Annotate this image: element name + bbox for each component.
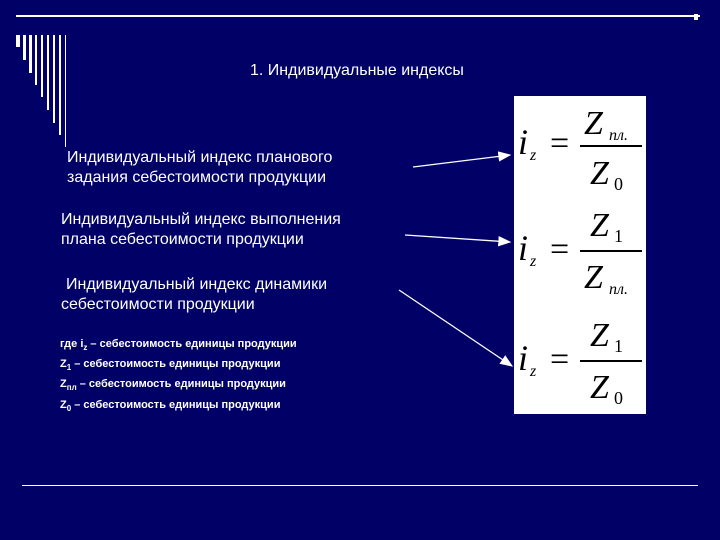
- note-line: $Z_{пл}$ – себестоимость единицы продукции: [60, 378, 286, 393]
- label-dynamics-line2: себестоимости продукции: [61, 296, 255, 313]
- arrow-icon: [405, 235, 510, 242]
- svg-text:Z: Z: [584, 259, 603, 296]
- svg-text:=: =: [550, 231, 570, 268]
- svg-text:=: =: [550, 341, 570, 378]
- svg-text:=: =: [550, 125, 570, 162]
- label-planned-line1: Индивидуальный индекс планового: [67, 149, 333, 166]
- svg-text:Z: Z: [584, 105, 603, 142]
- svg-text:z: z: [530, 363, 537, 380]
- svg-text:1: 1: [614, 336, 623, 356]
- svg-text:i: i: [518, 122, 529, 162]
- bottom-divider: [22, 485, 698, 486]
- svg-text:Z: Z: [590, 317, 609, 354]
- svg-text:z: z: [530, 147, 537, 164]
- label-fulfillment-line1: Индивидуальный индекс выполнения: [61, 211, 341, 228]
- svg-text:0: 0: [614, 174, 623, 194]
- arrow-icon: [413, 155, 510, 167]
- arrow-icon: [399, 290, 512, 366]
- slide-title: 1. Индивидуальные индексы: [250, 62, 464, 79]
- svg-text:z: z: [530, 253, 537, 270]
- note-line: где $i_z$ – себестоимость единицы продукции: [60, 338, 297, 353]
- svg-text:Z: Z: [590, 207, 609, 244]
- svg-text:i: i: [518, 228, 529, 268]
- label-planned-line2: задания себестоимости продукции: [67, 169, 327, 186]
- svg-text:пл.: пл.: [609, 281, 628, 298]
- note-line: $Z_0$ – себестоимость единицы продукции: [60, 398, 281, 413]
- svg-text:Z: Z: [590, 155, 609, 192]
- svg-text:i: i: [518, 338, 529, 378]
- label-fulfillment-line2: плана себестоимости продукции: [61, 231, 304, 248]
- svg-text:пл.: пл.: [609, 127, 628, 144]
- svg-text:0: 0: [614, 388, 623, 408]
- svg-text:Z: Z: [590, 369, 609, 406]
- note-line: $Z_1$ – себестоимость единицы продукции: [60, 358, 281, 373]
- svg-text:1: 1: [614, 226, 623, 246]
- label-dynamics-line1: Индивидуальный индекс динамики: [66, 276, 328, 293]
